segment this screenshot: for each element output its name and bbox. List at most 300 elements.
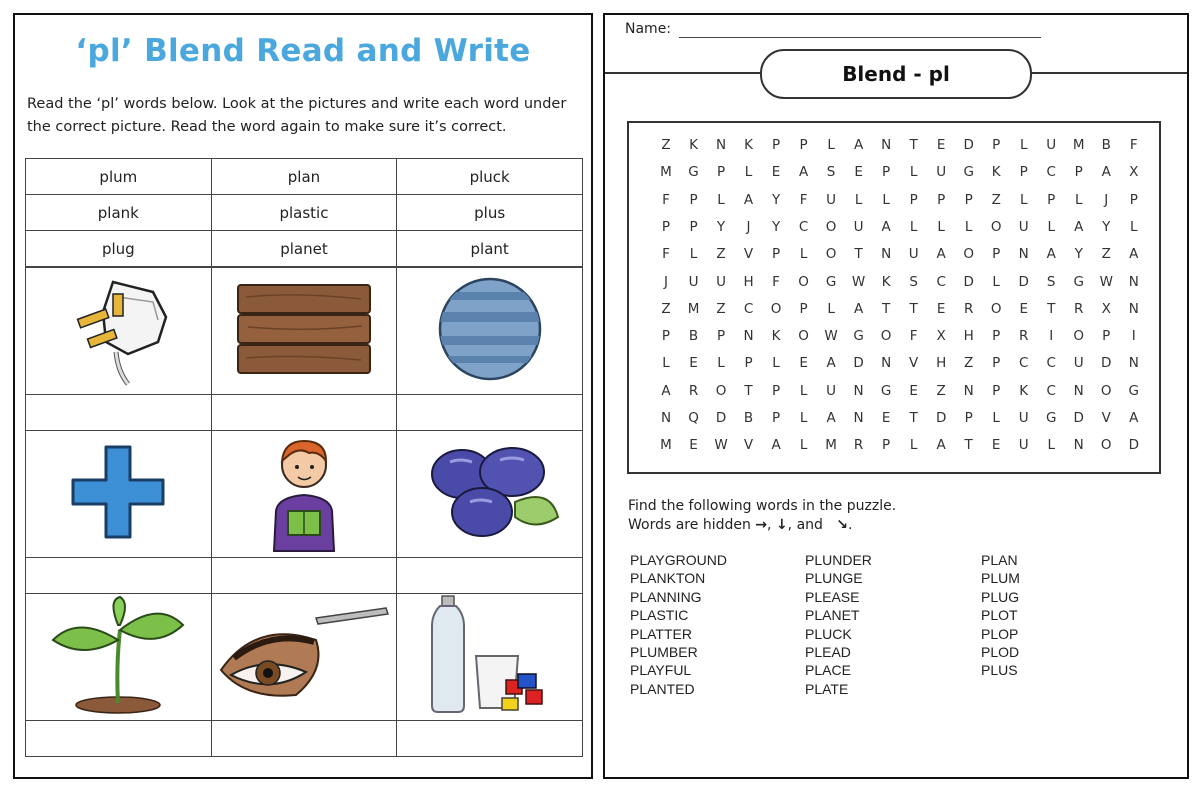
grid-letter[interactable]: D <box>853 355 864 372</box>
grid-letter[interactable]: T <box>909 137 918 153</box>
grid-letter[interactable]: D <box>963 137 974 153</box>
grid-row <box>655 274 1145 290</box>
grid-letter[interactable]: U <box>936 164 947 181</box>
grid-letter[interactable]: O <box>798 273 809 290</box>
grid-letter[interactable]: R <box>1074 300 1084 317</box>
word-cell: plum <box>26 159 212 195</box>
grid-letter[interactable]: P <box>1102 328 1111 345</box>
find-line-2 <box>628 516 896 535</box>
grid-letter[interactable]: Z <box>716 246 726 263</box>
grid-letter[interactable]: N <box>881 246 892 263</box>
grid-letter[interactable]: L <box>799 246 808 263</box>
grid-letter[interactable]: I <box>1049 328 1054 345</box>
grid-letter[interactable]: W <box>714 437 728 454</box>
grid-letter[interactable]: L <box>1047 218 1055 235</box>
grid-letter[interactable]: P <box>661 328 671 345</box>
grid-letter[interactable]: T <box>744 382 753 399</box>
grid-letter[interactable]: P <box>1129 191 1138 208</box>
answer-cell[interactable] <box>26 558 212 594</box>
grid-letter[interactable]: T <box>854 246 863 263</box>
picture-cell <box>26 594 212 721</box>
word-cell: plant <box>397 231 583 267</box>
grid-letter[interactable]: C <box>1046 355 1056 372</box>
grid-letter[interactable]: N <box>715 137 727 153</box>
grid-letter[interactable]: Z <box>661 300 671 317</box>
grid-letter[interactable]: P <box>937 191 946 208</box>
grid-letter[interactable]: N <box>881 355 892 372</box>
plums-icon <box>420 442 560 542</box>
grid-letter[interactable]: L <box>717 191 725 208</box>
picture-row <box>26 268 583 395</box>
grid-letter[interactable]: K <box>689 137 698 153</box>
grid-letter[interactable]: N <box>1018 246 1029 263</box>
grid-letter[interactable]: A <box>853 137 864 153</box>
grid-letter[interactable]: P <box>964 410 973 426</box>
grid-letter[interactable]: Y <box>771 218 781 235</box>
grid-letter[interactable]: C <box>1018 355 1029 372</box>
grid-letter[interactable]: P <box>992 382 1001 399</box>
grid-letter[interactable]: L <box>799 382 808 399</box>
grid-letter[interactable]: T <box>909 300 918 317</box>
grid-letter[interactable]: A <box>661 382 671 399</box>
grid-letter[interactable]: F <box>662 191 670 208</box>
word-list-column-3 <box>981 551 1020 680</box>
grid-letter[interactable]: F <box>662 246 670 263</box>
grid-letter[interactable]: P <box>771 382 781 399</box>
list-item: PLANET <box>805 607 860 624</box>
find-line-1: Find the following words in the puzzle. <box>628 498 897 514</box>
grid-letter[interactable]: E <box>881 410 891 426</box>
grid-letter[interactable]: K <box>881 273 891 290</box>
grid-letter[interactable]: P <box>689 191 698 208</box>
arrow-down-icon: ↓ <box>775 517 788 533</box>
word-list-column-2 <box>805 551 872 698</box>
list-item: PLUG <box>981 588 1020 605</box>
picture-row <box>26 594 583 721</box>
grid-letter[interactable]: F <box>909 328 918 345</box>
grid-letter[interactable]: J <box>746 218 751 235</box>
grid-letter[interactable]: U <box>1046 137 1057 153</box>
grid-letter[interactable]: L <box>909 437 918 454</box>
list-item: PLUM <box>981 570 1020 587</box>
grid-letter[interactable]: K <box>991 164 1001 181</box>
grid-letter[interactable]: T <box>964 437 973 454</box>
grid-letter[interactable]: A <box>743 191 754 208</box>
answer-row <box>26 395 583 431</box>
grid-letter[interactable]: D <box>935 410 947 426</box>
grid-letter[interactable]: L <box>1047 437 1055 454</box>
grid-letter[interactable]: U <box>1018 410 1029 426</box>
grid-row <box>655 164 1145 180</box>
list-item: PLANKTON <box>630 570 706 587</box>
grid-letter[interactable]: X <box>936 328 946 345</box>
grid-letter[interactable]: E <box>991 437 1001 454</box>
grid-letter[interactable]: R <box>1019 328 1029 345</box>
grid-letter[interactable]: Y <box>716 218 726 235</box>
list-item: PLAYFUL <box>630 662 692 679</box>
list-item: PLATTER <box>630 625 692 642</box>
grid-letter[interactable]: L <box>1074 191 1083 208</box>
grid-letter[interactable]: E <box>854 164 863 181</box>
grid-letter[interactable]: T <box>882 300 891 317</box>
grid-letter[interactable]: V <box>909 355 919 372</box>
grid-letter[interactable]: P <box>882 164 891 181</box>
name-field[interactable] <box>679 37 1041 38</box>
grid-letter[interactable]: L <box>937 218 945 235</box>
grid-letter[interactable]: A <box>853 300 864 317</box>
grid-letter[interactable]: L <box>772 355 780 372</box>
grid-letter[interactable]: J <box>1104 191 1109 208</box>
grid-letter[interactable]: P <box>716 328 726 345</box>
grid-letter[interactable]: N <box>853 382 864 399</box>
grid-letter[interactable]: P <box>964 191 973 208</box>
list-item: PLUNGE <box>805 570 863 587</box>
grid-letter[interactable]: N <box>881 137 892 153</box>
answer-cell[interactable] <box>397 558 583 594</box>
grid-letter[interactable]: L <box>909 218 918 235</box>
grid-letter[interactable]: E <box>799 355 808 372</box>
grid-letter[interactable]: O <box>825 218 837 235</box>
grid-letter[interactable]: Y <box>1102 218 1111 235</box>
grid-letter[interactable]: R <box>963 300 974 317</box>
grid-letter[interactable]: L <box>909 164 918 181</box>
grid-letter[interactable]: P <box>992 137 1001 153</box>
grid-letter[interactable]: L <box>854 191 863 208</box>
instructions: Read the ‘pl’ words below. Look at the pictures and write each word under the correct picture. Read the word again to make sure it’s correct. <box>27 96 567 135</box>
grid-letter[interactable]: Z <box>936 382 946 399</box>
grid-letter[interactable]: V <box>1101 410 1111 426</box>
grid-letter[interactable]: P <box>992 246 1001 263</box>
grid-letter[interactable]: F <box>1129 137 1138 153</box>
grid-row <box>655 410 1145 426</box>
grid-letter[interactable]: Z <box>964 355 974 372</box>
plug-icon <box>58 272 178 387</box>
grid-letter[interactable]: E <box>936 300 946 317</box>
grid-letter[interactable]: P <box>744 355 753 372</box>
grid-row <box>655 301 1145 317</box>
planet-icon <box>435 274 545 384</box>
answer-row <box>26 721 583 757</box>
grid-letter[interactable]: C <box>743 300 754 317</box>
plastic-items-icon <box>430 594 550 716</box>
grid-letter[interactable]: O <box>1100 437 1112 454</box>
grid-letter[interactable]: P <box>689 218 698 235</box>
grid-letter[interactable]: P <box>992 355 1001 372</box>
grid-letter[interactable]: W <box>1099 273 1113 290</box>
grid-letter[interactable]: H <box>936 355 947 372</box>
grid-letter[interactable]: B <box>688 328 699 345</box>
list-item: PLASTIC <box>630 607 689 624</box>
list-item: PLATE <box>805 680 849 697</box>
word-list-column-1 <box>630 551 727 698</box>
grid-letter[interactable]: D <box>1101 355 1112 372</box>
word-bank-table <box>25 158 583 267</box>
grid-letter[interactable]: P <box>1074 164 1083 181</box>
grid-letter[interactable]: A <box>1129 246 1139 263</box>
grid-letter[interactable]: W <box>851 273 866 290</box>
grid-letter[interactable]: L <box>964 218 973 235</box>
grid-letter[interactable]: L <box>744 164 753 181</box>
worksheet-title: ‘pl’ Blend Read and Write <box>75 33 531 69</box>
grid-letter[interactable]: G <box>688 164 699 181</box>
grid-letter[interactable]: S <box>909 273 918 290</box>
grid-letter[interactable]: O <box>963 246 974 263</box>
grid-letter[interactable]: K <box>771 328 781 345</box>
grid-row <box>655 437 1145 453</box>
word-cell: plan <box>211 159 397 195</box>
grid-letter[interactable]: O <box>825 246 837 263</box>
grid-letter[interactable]: O <box>990 300 1002 317</box>
answer-cell[interactable] <box>211 395 397 431</box>
grid-letter[interactable]: A <box>771 437 781 454</box>
grid-letter[interactable]: L <box>827 137 835 153</box>
grid-letter[interactable]: L <box>662 355 670 372</box>
grid-letter[interactable]: S <box>826 164 836 181</box>
grid-letter[interactable]: A <box>881 218 891 235</box>
grid-letter[interactable]: C <box>1046 382 1056 399</box>
grid-letter[interactable]: L <box>882 191 890 208</box>
grid-letter[interactable]: H <box>743 273 754 290</box>
grid-letter[interactable]: P <box>1047 191 1056 208</box>
picture-cell <box>397 431 583 558</box>
grid-letter[interactable]: S <box>1046 273 1056 290</box>
grid-letter[interactable]: L <box>799 410 808 426</box>
grid-letter[interactable]: P <box>799 300 808 317</box>
grid-letter[interactable]: D <box>1128 437 1139 454</box>
name-label: Name: <box>625 21 672 37</box>
answer-cell[interactable] <box>211 721 397 757</box>
grid-letter[interactable]: P <box>661 218 671 235</box>
grid-letter[interactable]: D <box>963 273 974 290</box>
list-item: PLOT <box>981 607 1018 624</box>
grid-letter[interactable]: L <box>992 410 1000 426</box>
word-cell: plastic <box>211 195 397 231</box>
grid-letter[interactable]: E <box>1019 300 1028 317</box>
grid-letter[interactable]: M <box>660 437 672 454</box>
list-item: PLUS <box>981 662 1018 679</box>
grid-letter[interactable]: P <box>992 328 1001 345</box>
grid-row <box>655 246 1145 262</box>
grid-letter[interactable]: A <box>1129 410 1139 426</box>
picture-row <box>26 431 583 558</box>
grid-letter[interactable]: C <box>798 218 809 235</box>
right-worksheet <box>603 13 1189 779</box>
grid-letter[interactable]: A <box>798 164 809 181</box>
grid-letter[interactable]: M <box>1072 137 1085 153</box>
grid-letter[interactable]: Q <box>688 410 699 426</box>
grid-letter[interactable]: E <box>689 355 698 372</box>
arrow-right-icon: → <box>755 517 768 533</box>
table-row <box>26 195 583 231</box>
grid-letter[interactable]: G <box>853 328 864 345</box>
grid-letter[interactable]: U <box>826 191 837 208</box>
grid-letter[interactable]: N <box>1128 273 1139 290</box>
grid-letter[interactable]: U <box>826 382 837 399</box>
grid-letter[interactable]: A <box>936 246 946 263</box>
grid-letter[interactable]: Z <box>1101 246 1111 263</box>
grid-letter[interactable]: N <box>1128 300 1139 317</box>
grid-letter[interactable]: P <box>1019 164 1028 181</box>
grid-letter[interactable]: F <box>799 191 808 208</box>
eye-tweezers-icon <box>216 600 391 710</box>
grid-letter[interactable]: P <box>771 410 781 426</box>
grid-letter[interactable]: F <box>772 273 780 290</box>
grid-letter[interactable]: P <box>771 137 781 153</box>
grid-letter[interactable]: Z <box>661 137 671 153</box>
grid-letter[interactable]: G <box>1128 382 1139 399</box>
reading-child-icon <box>264 431 344 553</box>
grid-letter[interactable]: U <box>1018 437 1029 454</box>
grid-letter[interactable]: C <box>1046 164 1056 181</box>
grid-letter[interactable]: N <box>1128 355 1139 372</box>
list-item: PLAYGROUND <box>630 552 727 568</box>
grid-letter[interactable]: L <box>717 355 725 372</box>
grid-letter[interactable]: A <box>1046 246 1056 263</box>
plank-icon <box>236 282 372 377</box>
grid-letter[interactable]: J <box>664 273 668 290</box>
list-item: PLUNDER <box>805 552 872 568</box>
grid-letter[interactable]: W <box>824 328 838 345</box>
grid-letter[interactable]: D <box>715 410 727 426</box>
grid-letter[interactable]: O <box>990 218 1002 235</box>
grid-letter[interactable]: N <box>853 410 864 426</box>
grid-letter[interactable]: K <box>744 137 753 153</box>
grid-letter[interactable]: N <box>660 410 672 426</box>
grid-letter[interactable]: K <box>1019 382 1029 399</box>
answer-cell[interactable] <box>211 558 397 594</box>
grid-letter[interactable]: G <box>1045 410 1057 426</box>
grid-row <box>655 219 1145 235</box>
arrow-diagonal-icon: ↘ <box>836 517 849 533</box>
picture-cell <box>211 594 397 721</box>
word-cell: plank <box>26 195 212 231</box>
grid-letter[interactable]: Z <box>991 191 1001 208</box>
answer-row <box>26 558 583 594</box>
grid-letter[interactable]: A <box>936 437 946 454</box>
word-cell: pluck <box>397 159 583 195</box>
grid-letter[interactable]: G <box>963 164 974 181</box>
grid-letter[interactable]: E <box>771 164 781 181</box>
find-end: . <box>848 517 853 533</box>
grid-letter[interactable]: U <box>688 273 699 290</box>
plant-icon <box>48 595 188 715</box>
grid-row <box>655 328 1145 344</box>
grid-letter[interactable]: U <box>1018 218 1029 235</box>
answer-cell[interactable] <box>26 395 212 431</box>
grid-letter[interactable]: G <box>825 273 837 290</box>
grid-letter[interactable]: P <box>771 246 781 263</box>
grid-letter[interactable]: Y <box>1074 246 1083 263</box>
find-line-2-text: Words are hidden <box>628 517 751 533</box>
answer-cell[interactable] <box>397 721 583 757</box>
grid-letter[interactable]: O <box>715 382 727 399</box>
grid-letter[interactable]: L <box>689 246 698 263</box>
grid-letter[interactable]: U <box>908 246 919 263</box>
grid-letter[interactable]: A <box>826 410 836 426</box>
grid-letter[interactable]: L <box>1130 218 1138 235</box>
grid-letter[interactable]: D <box>1073 410 1084 426</box>
grid-letter[interactable]: R <box>853 437 864 454</box>
grid-letter[interactable]: P <box>882 437 891 454</box>
answer-cell[interactable] <box>397 395 583 431</box>
grid-letter[interactable]: U <box>716 273 726 290</box>
table-row <box>26 159 583 195</box>
grid-letter[interactable]: Y <box>771 191 781 208</box>
grid-letter[interactable]: M <box>660 164 672 181</box>
grid-letter[interactable]: O <box>770 300 782 317</box>
grid-letter[interactable]: U <box>1073 355 1084 372</box>
grid-letter[interactable]: O <box>1100 382 1112 399</box>
grid-letter[interactable]: N <box>743 328 754 345</box>
answer-cell[interactable] <box>26 721 212 757</box>
grid-letter[interactable]: B <box>1101 137 1111 153</box>
grid-letter[interactable]: L <box>1019 137 1028 153</box>
grid-letter[interactable]: L <box>827 300 835 317</box>
picture-cell <box>397 594 583 721</box>
grid-letter[interactable]: V <box>743 437 754 454</box>
grid-letter[interactable]: X <box>1101 300 1111 317</box>
grid-letter[interactable]: P <box>799 137 808 153</box>
list-item: PLANNING <box>630 588 702 605</box>
word-cell: planet <box>211 231 397 267</box>
picture-cell <box>26 268 212 395</box>
grid-letter[interactable]: G <box>880 382 892 399</box>
grid-letter[interactable]: V <box>743 246 754 263</box>
grid-letter[interactable]: N <box>1073 382 1084 399</box>
grid-letter[interactable]: I <box>1131 328 1136 345</box>
grid-letter[interactable]: H <box>963 328 974 345</box>
list-item: PLOD <box>981 644 1020 661</box>
grid-letter[interactable]: P <box>909 191 918 208</box>
grid-letter[interactable]: G <box>1073 273 1084 290</box>
grid-letter[interactable]: A <box>826 355 836 372</box>
grid-letter[interactable]: D <box>1018 273 1029 290</box>
word-search-grid <box>627 121 1161 474</box>
grid-letter[interactable]: L <box>1019 191 1028 208</box>
grid-letter[interactable]: O <box>798 328 809 345</box>
grid-letter[interactable]: N <box>963 382 974 399</box>
grid-letter[interactable]: O <box>880 328 892 345</box>
list-item: PLACE <box>805 662 851 679</box>
list-item: PLUCK <box>805 625 852 642</box>
grid-letter[interactable]: U <box>853 218 864 235</box>
grid-row <box>655 137 1145 153</box>
list-item: PLANTED <box>630 680 695 697</box>
grid-letter[interactable]: E <box>936 137 946 153</box>
grid-letter[interactable]: Z <box>716 300 726 317</box>
grid-letter[interactable]: C <box>936 273 946 290</box>
plus-icon <box>68 442 168 542</box>
grid-letter[interactable]: T <box>909 410 918 426</box>
grid-letter[interactable]: A <box>1074 218 1084 235</box>
find-and-text: , and <box>787 517 823 533</box>
grid-letter[interactable]: L <box>992 273 1000 290</box>
picture-cell <box>211 431 397 558</box>
grid-letter[interactable]: B <box>743 410 754 426</box>
grid-letter[interactable]: E <box>909 382 918 399</box>
grid-letter[interactable]: M <box>687 300 700 317</box>
grid-letter[interactable]: X <box>1129 164 1139 181</box>
grid-letter[interactable]: A <box>1101 164 1111 181</box>
grid-letter[interactable]: T <box>1047 300 1056 317</box>
grid-letter[interactable]: R <box>688 382 699 399</box>
grid-letter[interactable]: L <box>799 437 808 454</box>
grid-letter[interactable]: E <box>689 437 698 454</box>
grid-letter[interactable]: P <box>716 164 726 181</box>
grid-letter[interactable]: N <box>1073 437 1084 454</box>
grid-letter[interactable]: O <box>1073 328 1085 345</box>
grid-letter[interactable]: M <box>825 437 837 454</box>
